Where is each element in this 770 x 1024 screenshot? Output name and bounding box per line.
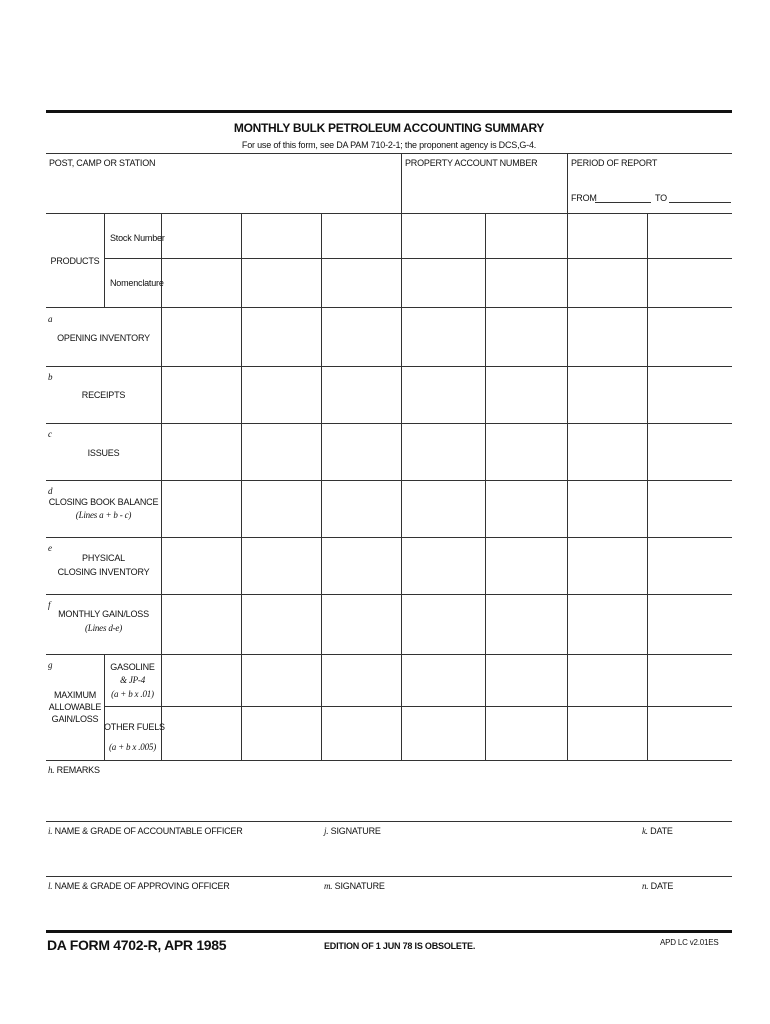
accountable-date-field[interactable] bbox=[640, 838, 731, 874]
period-from-field[interactable] bbox=[595, 192, 651, 203]
data-cell[interactable] bbox=[322, 259, 400, 306]
header-divider-1 bbox=[401, 153, 402, 213]
signature-row-1-line bbox=[46, 821, 732, 822]
row-c-top-line bbox=[46, 423, 732, 424]
period-to-label: TO bbox=[655, 193, 667, 203]
n-letter: n. bbox=[642, 881, 649, 891]
physical-label: PHYSICAL bbox=[82, 553, 125, 563]
accountable-signature-field[interactable] bbox=[322, 838, 637, 874]
data-cell[interactable] bbox=[486, 214, 566, 257]
row-a-top-line bbox=[46, 307, 732, 308]
data-cell[interactable] bbox=[402, 214, 484, 257]
m-letter: m. bbox=[324, 881, 333, 891]
period-from-label: FROM bbox=[571, 193, 597, 203]
allowable-label: ALLOWABLE bbox=[48, 702, 102, 712]
opening-inventory-label: OPENING INVENTORY bbox=[57, 333, 150, 343]
gasoline-label: GASOLINE bbox=[110, 662, 155, 672]
approving-signature-label bbox=[324, 881, 385, 891]
data-cell[interactable] bbox=[402, 259, 484, 306]
k-text: DATE bbox=[650, 826, 673, 836]
post-camp-station-field[interactable] bbox=[47, 170, 399, 212]
closing-book-balance-formula: (Lines a + b - c) bbox=[75, 510, 132, 520]
data-cell[interactable] bbox=[322, 214, 400, 257]
header-divider-2 bbox=[567, 153, 568, 213]
period-of-report-label: PERIOD OF REPORT bbox=[571, 158, 658, 168]
data-cell[interactable] bbox=[648, 214, 731, 257]
row-a-letter: a bbox=[48, 314, 53, 324]
accountable-signature-label bbox=[324, 826, 381, 836]
row-c-letter: c bbox=[48, 429, 52, 439]
data-cell[interactable] bbox=[162, 214, 240, 257]
monthly-gain-loss-formula: (Lines d-e) bbox=[84, 623, 123, 633]
row-g-mid-line bbox=[104, 706, 732, 707]
row-g-letter: g bbox=[48, 660, 53, 670]
stock-number-label: Stock Number bbox=[110, 233, 165, 243]
m-text: SIGNATURE bbox=[334, 881, 385, 891]
remarks-text: REMARKS bbox=[56, 765, 100, 775]
row-d-top-line bbox=[46, 480, 732, 481]
grid-bottom-line bbox=[46, 760, 732, 761]
post-camp-station-label: POST, CAMP OR STATION bbox=[49, 158, 156, 168]
other-fuels-label: OTHER FUELS bbox=[104, 722, 165, 732]
data-cell[interactable] bbox=[242, 214, 320, 257]
data-cell[interactable] bbox=[568, 259, 646, 306]
data-cell[interactable] bbox=[648, 259, 731, 306]
approving-date-field[interactable] bbox=[640, 893, 731, 929]
period-to-field[interactable] bbox=[669, 192, 731, 203]
version-label: APD LC v2.01ES bbox=[660, 938, 719, 947]
footer-rule bbox=[46, 930, 732, 933]
approving-officer-field[interactable] bbox=[47, 893, 317, 929]
n-text: DATE bbox=[650, 881, 674, 891]
row-f-letter: f bbox=[48, 600, 51, 610]
i-letter: i. bbox=[48, 826, 53, 836]
remarks-label bbox=[48, 765, 100, 775]
closing-book-balance-label: CLOSING BOOK BALANCE bbox=[48, 497, 159, 507]
receipts-label: RECEIPTS bbox=[81, 390, 126, 400]
data-cell[interactable] bbox=[568, 214, 646, 257]
data-cell[interactable] bbox=[162, 259, 240, 306]
property-account-field[interactable] bbox=[403, 170, 565, 212]
closing-inventory-label: CLOSING INVENTORY bbox=[57, 567, 150, 577]
row-b-letter: b bbox=[48, 372, 53, 382]
accountable-officer-field[interactable] bbox=[47, 838, 317, 874]
remarks-letter: h. bbox=[48, 765, 55, 775]
header-top-line bbox=[46, 153, 732, 154]
products-label: PRODUCTS bbox=[50, 256, 100, 266]
remarks-field[interactable] bbox=[47, 778, 731, 820]
l-text: NAME & GRADE OF APPROVING OFFICER bbox=[54, 881, 230, 891]
row-b-top-line bbox=[46, 366, 732, 367]
row-e-letter: e bbox=[48, 543, 52, 553]
issues-label: ISSUES bbox=[87, 448, 120, 458]
approving-date-label bbox=[642, 881, 673, 891]
jp4-label: & JP-4 bbox=[119, 675, 146, 685]
maximum-label: MAXIMUM bbox=[53, 690, 97, 700]
approving-officer-label bbox=[48, 881, 230, 891]
l-letter: l. bbox=[48, 881, 53, 891]
edition-note: EDITION OF 1 JUN 78 IS OBSOLETE. bbox=[324, 941, 476, 951]
row-f-top-line bbox=[46, 594, 732, 595]
data-cell[interactable] bbox=[242, 259, 320, 306]
nomenclature-label: Nomenclature bbox=[110, 278, 164, 288]
data-cell[interactable] bbox=[486, 259, 566, 306]
k-letter: k. bbox=[642, 826, 648, 836]
j-letter: j. bbox=[324, 826, 329, 836]
form-title: MONTHLY BULK PETROLEUM ACCOUNTING SUMMARY bbox=[233, 121, 545, 135]
form-id: DA FORM 4702-R, APR 1985 bbox=[47, 937, 227, 953]
approving-signature-field[interactable] bbox=[322, 893, 637, 929]
j-text: SIGNATURE bbox=[330, 826, 381, 836]
accountable-officer-label bbox=[48, 826, 243, 836]
signature-row-2-line bbox=[46, 876, 732, 877]
top-rule bbox=[46, 110, 732, 113]
property-account-label: PROPERTY ACCOUNT NUMBER bbox=[405, 158, 538, 168]
gain-loss-label: GAIN/LOSS bbox=[51, 714, 99, 724]
form-subtitle: For use of this form, see DA PAM 710-2-1; the proponent agency is DCS,G-4. bbox=[241, 140, 537, 150]
row-g-top-line bbox=[46, 654, 732, 655]
row-d-letter: d bbox=[48, 486, 53, 496]
other-fuels-formula: (a + b x .005) bbox=[108, 742, 156, 752]
row-e-top-line bbox=[46, 537, 732, 538]
gasoline-formula: (a + b x .01) bbox=[111, 689, 154, 699]
i-text: NAME & GRADE OF ACCOUNTABLE OFFICER bbox=[54, 826, 243, 836]
products-inner-divider bbox=[104, 213, 105, 308]
monthly-gain-loss-label: MONTHLY GAIN/LOSS bbox=[58, 609, 149, 619]
accountable-date-label bbox=[642, 826, 673, 836]
